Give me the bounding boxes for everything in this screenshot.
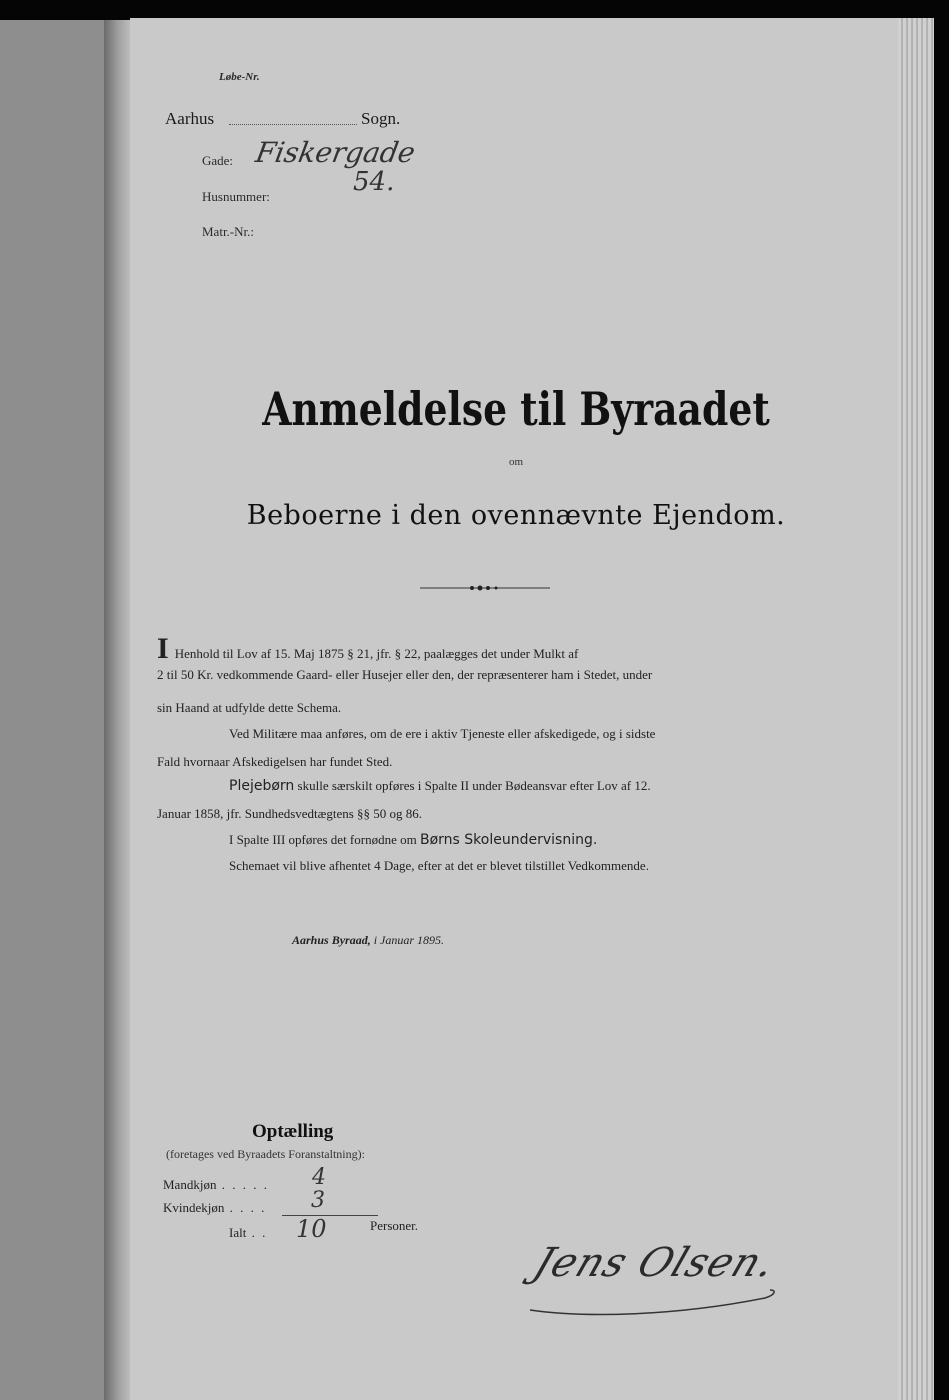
- matr-label: Matr.-Nr.:: [202, 224, 254, 239]
- paragraph-1-line-3: sin Haand at udfylde dette Schema.: [157, 700, 342, 715]
- paragraph-4: I Spalte III opføres det fornødne om Børns Skoleundervisning.: [229, 832, 598, 848]
- lobe-nr-label: Løbe-Nr.: [219, 71, 260, 83]
- gade-label: Gade:: [202, 153, 234, 168]
- signature-flourish: [525, 1280, 785, 1320]
- issuer-signoff: Aarhus Byraad, i Januar 1895.: [292, 933, 445, 947]
- paragraph-5: Schemaet vil blive afhentet 4 Dage, efter at det er blevet tilstillet Vedkommende.: [229, 858, 649, 873]
- tally-note: (foretages ved Byraadets Foranstaltning):: [166, 1147, 365, 1161]
- ialt-row: Ialt . .: [229, 1225, 268, 1240]
- om-word: om: [508, 456, 524, 468]
- paragraph-2-line-1: Ved Militære maa anføres, om de ere i aktiv Tjeneste eller afskedigede, og i sidste: [229, 726, 656, 741]
- sogn-label: Sogn.: [361, 109, 401, 128]
- document-title: Anmeldelse til Byraadet: [262, 382, 770, 436]
- city-label: Aarhus: [165, 109, 215, 128]
- husnummer-value: 54.: [353, 167, 395, 197]
- book-gutter: [104, 20, 130, 1400]
- paragraph-1-line-1: I Henhold til Lov af 15. Maj 1875 § 21, jfr. § 22, paalægges det under Mulkt af: [157, 632, 579, 665]
- tally-heading: Optælling: [252, 1121, 334, 1142]
- paragraph-3-line-1: Plejebørn skulle særskilt opføres i Spalte II under Bødeansvar efter Lov af 12.: [229, 778, 651, 794]
- page-stack-edges: [898, 18, 934, 1400]
- personer-label: Personer.: [370, 1218, 419, 1233]
- mandkjon-row: Mandkjøn . . . . .: [163, 1177, 269, 1192]
- mandkjon-value: 4: [312, 1165, 326, 1190]
- paragraph-2-line-2: Fald hvornaar Afskedigelsen har fundet Sted.: [157, 754, 393, 769]
- left-page-edge: [0, 20, 104, 1400]
- document-subtitle: Beboerne i den ovennævnte Ejendom.: [246, 500, 786, 531]
- sogn-dotted-line: [229, 124, 357, 125]
- plejeborn-emphasis: Plejebørn: [229, 778, 295, 794]
- signature: Jens Olsen.: [527, 1240, 783, 1286]
- husnummer-label: Husnummer:: [202, 189, 270, 204]
- skoleundervisning-emphasis: Børns Skoleundervisning.: [419, 832, 598, 848]
- kvindekjon-row: Kvindekjøn . . . .: [163, 1200, 267, 1215]
- paragraph-1-line-2: 2 til 50 Kr. vedkommende Gaard- eller Husejer eller den, der repræsenterer ham i Stedet, under: [157, 667, 653, 682]
- ornament-divider: [420, 581, 550, 595]
- ialt-value: 10: [296, 1215, 327, 1243]
- kvindekjon-value: 3: [311, 1188, 325, 1213]
- drop-cap: I: [157, 632, 169, 665]
- paragraph-3-line-2: Januar 1858, jfr. Sundhedsvedtægtens §§ 50 og 86.: [157, 806, 423, 821]
- gade-value: Fiskergade: [253, 136, 418, 169]
